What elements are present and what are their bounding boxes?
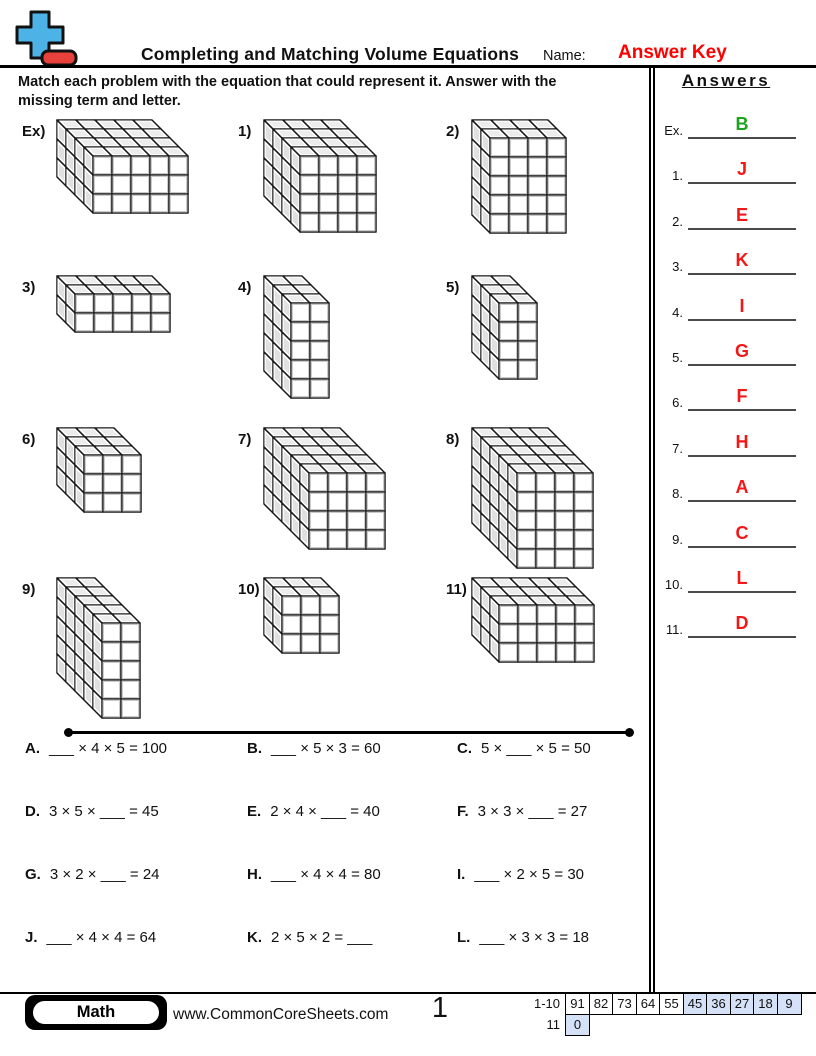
answer-letter: G <box>734 341 749 361</box>
cuboid-figure <box>262 118 378 234</box>
answer-number: 6. <box>672 395 683 411</box>
equation-text: ___ × 4 × 4 = 64 <box>46 929 157 946</box>
answer-blank-line <box>688 636 796 638</box>
score-cell: 55 <box>659 993 684 1015</box>
answer-row <box>652 245 800 275</box>
equations-list <box>25 740 631 992</box>
equation-label: D. <box>25 803 40 820</box>
page-number: 1 <box>431 992 449 1024</box>
answer-number: 3. <box>672 259 683 275</box>
problem-figure <box>262 118 378 234</box>
answer-blank-line <box>688 409 796 411</box>
divider-dot-left <box>64 728 73 737</box>
equation-label: B. <box>247 740 262 757</box>
score-row-label: 1-10 <box>533 996 560 1011</box>
answer-blank-line <box>688 228 796 230</box>
equation-item <box>247 803 457 866</box>
divider-dot-right <box>625 728 634 737</box>
answer-letter: F <box>736 386 748 407</box>
answer-number: 1. <box>672 168 683 184</box>
problem-number: 9) <box>22 581 36 598</box>
answer-row <box>652 381 800 411</box>
problem-number: 5) <box>446 279 460 296</box>
name-label: Name: <box>543 48 586 64</box>
problem-figure <box>55 426 143 514</box>
answer-number: 5. <box>672 350 683 365</box>
score-cell: 82 <box>589 993 614 1015</box>
cuboid-figure <box>262 576 341 655</box>
answer-letter: L <box>736 568 748 588</box>
equation-text: 3 × 3 × ___ = 27 <box>477 803 588 820</box>
cuboid-figure <box>470 118 568 235</box>
equation-item <box>247 740 457 803</box>
answer-row <box>652 291 800 321</box>
equation-item <box>247 866 457 929</box>
problem-figure <box>55 118 190 215</box>
website-text: www.CommonCoreSheets.com <box>173 1006 389 1023</box>
answer-blank-line <box>688 364 796 366</box>
equation-item <box>25 740 247 803</box>
score-row <box>518 1014 802 1036</box>
answer-row <box>652 109 800 139</box>
answer-blank-line <box>688 182 796 184</box>
problem-number: 2) <box>446 123 460 140</box>
answer-row <box>652 518 800 548</box>
answer-letter: J <box>736 159 747 180</box>
problem-number: 8) <box>446 431 460 448</box>
answer-number: 4. <box>672 304 683 320</box>
answer-number: 10. <box>664 577 683 592</box>
answer-number: 8. <box>672 486 683 502</box>
subject-badge <box>25 995 167 1030</box>
score-cell: 27 <box>730 993 755 1015</box>
minus-icon <box>42 51 76 65</box>
subject-badge-label: Math <box>31 999 161 1026</box>
commoncoresheets-logo <box>14 10 80 68</box>
cuboid-figure <box>55 118 190 215</box>
cuboid-figure <box>262 426 387 551</box>
equation-text: ___ × 4 × 5 = 100 <box>49 740 168 757</box>
equation-label: G. <box>25 866 41 883</box>
worksheet-title: Completing and Matching Volume Equations <box>140 44 520 64</box>
problem-figure <box>55 274 172 334</box>
equation-item <box>457 803 631 866</box>
problem-figure <box>262 426 387 551</box>
equation-text: ___ × 4 × 4 = 80 <box>271 866 381 883</box>
score-cell: 0 <box>565 1014 590 1036</box>
score-cell: 64 <box>636 993 661 1015</box>
answer-letter: D <box>735 613 749 634</box>
problem-number: 4) <box>238 279 252 296</box>
score-cell: 91 <box>565 993 590 1015</box>
answer-letter: A <box>735 477 749 498</box>
answer-number: Ex. <box>664 123 683 138</box>
answer-row <box>652 608 800 638</box>
equation-label: L. <box>457 929 471 946</box>
instructions-text: Match each problem with the equation that could represent it. Answer with the missing term and letter. <box>18 74 557 109</box>
score-table <box>518 993 802 1036</box>
equation-text: 2 × 5 × 2 = ___ <box>271 929 373 946</box>
answer-letter: K <box>735 250 749 271</box>
problem-number: 10) <box>238 581 260 598</box>
answer-letter: B <box>735 114 749 134</box>
equation-label: A. <box>25 740 40 757</box>
cuboid-figure <box>262 274 331 400</box>
answer-row <box>652 154 800 184</box>
equation-label: C. <box>457 740 472 757</box>
score-cell: 36 <box>706 993 731 1015</box>
answer-number: 11. <box>665 622 683 638</box>
score-cell: 9 <box>777 993 802 1015</box>
answer-blank-line <box>688 273 796 275</box>
answer-blank-line <box>688 319 796 321</box>
answer-blank-line <box>688 455 796 457</box>
equation-item <box>25 803 247 866</box>
problem-figure <box>470 118 568 235</box>
equation-item <box>457 929 631 992</box>
cuboid-figure <box>55 576 142 720</box>
answer-blank-line <box>688 500 796 502</box>
problem-figure <box>262 274 331 400</box>
equation-text: 3 × 2 × ___ = 24 <box>49 866 160 883</box>
equation-label: J. <box>25 929 38 946</box>
answer-row <box>652 563 800 593</box>
answer-number: 7. <box>672 440 683 456</box>
problem-number: 3) <box>22 279 36 296</box>
answer-letter: I <box>739 295 745 316</box>
answer-row <box>652 427 800 457</box>
answer-row <box>652 472 800 502</box>
cuboid-figure <box>470 576 596 664</box>
problem-number: 7) <box>238 431 252 448</box>
cuboid-figure <box>55 426 143 514</box>
answer-letter: H <box>735 431 749 452</box>
equation-label: E. <box>247 803 262 820</box>
problem-number: 6) <box>22 431 36 448</box>
answer-letter: E <box>735 204 748 225</box>
equation-item <box>25 866 247 929</box>
equation-label: F. <box>457 803 469 820</box>
equation-text: ___ × 2 × 5 = 30 <box>474 866 585 883</box>
answer-key-text: Answer Key <box>618 42 727 63</box>
score-row-label: 11 <box>546 1016 560 1032</box>
answers-title: Answers <box>681 71 771 90</box>
answer-blank-line <box>688 137 796 139</box>
problem-figure <box>470 274 539 381</box>
answer-letter: C <box>735 522 749 543</box>
cuboid-figure <box>470 274 539 381</box>
score-cell: 73 <box>612 993 637 1015</box>
score-cell: 18 <box>753 993 778 1015</box>
equation-item <box>457 740 631 803</box>
problem-number: 1) <box>238 123 252 140</box>
answer-row <box>652 336 800 366</box>
equation-label: I. <box>457 866 466 883</box>
score-row <box>518 993 802 1015</box>
cuboid-figure <box>55 274 172 334</box>
equation-text: ___ × 3 × 3 = 18 <box>479 929 590 946</box>
equation-text: 2 × 4 × ___ = 40 <box>270 803 380 820</box>
cuboid-figure <box>470 426 595 570</box>
answer-row <box>652 200 800 230</box>
equation-item <box>247 929 457 992</box>
problem-number: Ex) <box>22 123 46 140</box>
equation-text: 3 × 5 × ___ = 45 <box>49 803 159 820</box>
score-cell: 45 <box>683 993 708 1015</box>
equation-label: K. <box>247 929 262 946</box>
problem-figure <box>262 576 341 655</box>
equation-item <box>25 929 247 992</box>
header-rule <box>0 65 816 68</box>
section-divider-line <box>68 731 630 734</box>
answer-number: 9. <box>672 531 683 547</box>
answer-blank-line <box>688 591 796 593</box>
problem-figure <box>470 426 595 570</box>
answer-number: 2. <box>672 213 683 229</box>
equation-text: 5 × ___ × 5 = 50 <box>481 740 591 757</box>
equation-text: ___ × 5 × 3 = 60 <box>271 740 381 757</box>
equation-label: H. <box>247 866 262 883</box>
problem-number: 11) <box>446 581 467 598</box>
problem-figure <box>55 576 142 720</box>
answer-blank-line <box>688 546 796 548</box>
equation-item <box>457 866 631 929</box>
problem-figure <box>470 576 596 664</box>
